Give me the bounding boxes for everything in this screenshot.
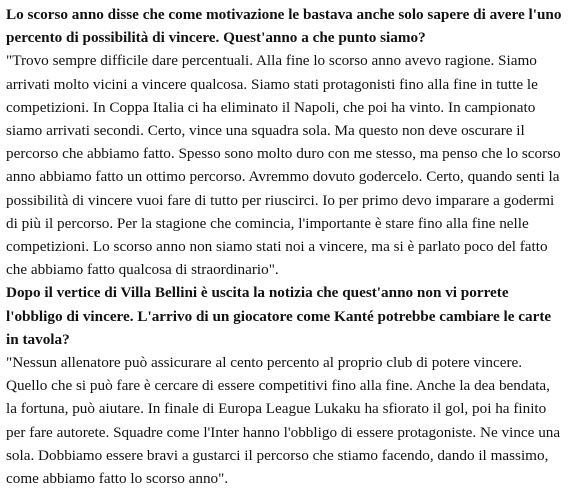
interview-question-1: Lo scorso anno disse che come motivazione le bastava anche solo sapere di avere l'uno percento di possibilità di vincere. Quest'anno a che punto siamo? (6, 6, 562, 47)
interview-question-2: Dopo il vertice di Villa Bellini è uscita la notizia che quest'anno non vi porrete l'obbligo di vincere. L'arrivo di un giocatore come Kanté potrebbe cambiare le carte in tavola? (6, 284, 552, 348)
interview-answer-1: "Trovo sempre difficile dare percentuali. Alla fine lo scorso anno avevo ragione. Siamo arrivati molto vicini a vincere qualcosa. Siamo stati protagonisti fino alla fine in tutte le competizioni. In Coppa Italia ci ha eliminato il Napoli, che poi ha vinto. In campionato siamo arrivati secondi. Certo, vince una squadra sola. Ma questo non deve oscurare il percorso che abbiamo fatto. Spesso sono molto duro con me stesso, ma penso che lo scorso anno abbiamo fatto un ottimo percorso. Avremmo dovuto godercelo. Certo, quando senti la possibilità di vincere vuoi fare di tutto per riuscirci. Io per primo devo imparare a godermi di più il percorso. Per la stagione che comincia, l'importante è stare fino alla fine nelle competizioni. Lo scorso anno non siamo stati noi a vincere, ma si è parlato poco del fatto che abbiamo fatto qualcosa di straordinario". (6, 52, 561, 279)
interview-answer-2: "Nessun allenatore può assicurare al cento percento al proprio club di potere vincere. Quello che si può fare è cercare di essere competitivi fino alla fine. Anche la dea bendata, la fortuna, può aiutare. In finale di Europa League Lukaku ha sfiorato il gol, poi ha finito per fare autorete. Squadre come l'Inter hanno l'obbligo di essere protagoniste. Ne vince una sola. Dobbiamo essere bravi a gustarci il percorso che stiamo facendo, dando il massimo, come abbiamo fatto lo scorso anno". (6, 354, 561, 488)
